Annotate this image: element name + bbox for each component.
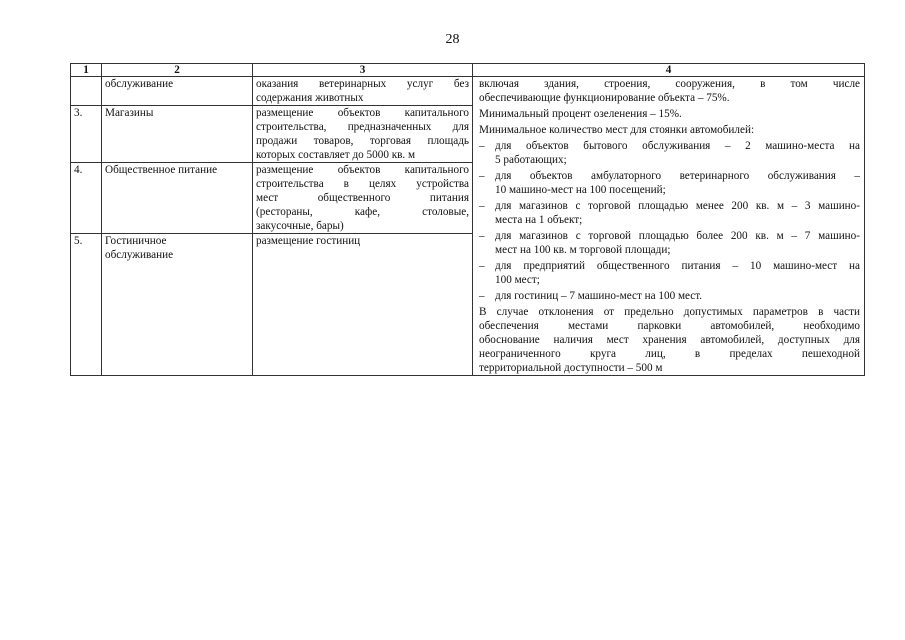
row-name: Магазины	[102, 106, 253, 163]
row-name-line: обслуживание	[105, 249, 174, 261]
row-description	[253, 106, 473, 163]
row-name-line: Гостиничное	[105, 235, 167, 247]
dash-marker: –	[479, 290, 485, 302]
column-header-4: 4	[473, 64, 865, 77]
list-item-line: для объектов амбулаторного ветеринарного обслуживания –	[495, 170, 860, 182]
dash-marker: –	[479, 140, 485, 152]
dash-marker: –	[479, 170, 485, 182]
description-line: которых составляет до 5000 кв. м	[256, 149, 416, 161]
list-item-line: места на 1 объект;	[495, 214, 583, 226]
row-number: 5.	[71, 234, 102, 376]
dash-marker: –	[479, 230, 485, 242]
list-item-line: 100 мест;	[495, 274, 540, 286]
description-line: строительства, предназначенных для	[256, 121, 469, 133]
row-description	[253, 77, 473, 106]
deviation-line: территориальной доступности – 500 м	[479, 362, 663, 374]
description-line: строительства в целях устройства	[256, 178, 469, 190]
list-item	[479, 229, 860, 257]
dash-marker: –	[479, 200, 485, 212]
list-item	[479, 199, 860, 227]
list-item-line: для гостиниц – 7 машино-мест на 100 мест.	[495, 290, 703, 302]
list-item	[479, 289, 860, 303]
list-item	[479, 139, 860, 167]
row-number: 4.	[71, 163, 102, 234]
description-line: оказания ветеринарных услуг без	[256, 78, 469, 90]
column-header-2: 2	[102, 64, 253, 77]
row-name: обслуживание	[102, 77, 253, 106]
deviation-line: В случае отклонения от предельно допустимых параметров в части	[479, 306, 860, 318]
row-number: 3.	[71, 106, 102, 163]
description-line: мест общественного питания	[256, 192, 469, 204]
description-line: размещение объектов капитального	[256, 164, 469, 176]
table-row	[71, 77, 865, 106]
row-number	[71, 77, 102, 106]
list-item-line: для предприятий общественного питания – 10 машино-мест на	[495, 260, 860, 272]
page-number: 28	[445, 32, 460, 47]
intro-line: обеспечивающие функционирование объекта – 75%.	[479, 92, 730, 104]
deviation-line: обеспечения местами парковки автомобилей, необходимо	[479, 320, 860, 332]
description-line: продажи товаров, торговая площадь	[256, 135, 469, 147]
row-name: Общественное питание	[102, 163, 253, 234]
list-item-line: 10 машино-мест на 100 посещений;	[495, 184, 666, 196]
row-name	[102, 234, 253, 376]
parking-heading: Минимальное количество мест для стоянки автомобилей:	[479, 124, 755, 136]
list-item	[479, 169, 860, 197]
table-header-row	[71, 64, 865, 77]
description-line: размещение объектов капитального	[256, 107, 469, 119]
greening-text: Минимальный процент озеленения – 15%.	[479, 108, 682, 120]
description-line: закусочные, бары)	[256, 220, 344, 232]
description-line: содержания животных	[256, 92, 364, 104]
list-item-line: 5 работающих;	[495, 154, 567, 166]
list-item	[479, 259, 860, 287]
intro-line: включая здания, строения, сооружения, в том числе	[479, 78, 860, 90]
description-line: (рестораны, кафе, столовые,	[256, 206, 469, 218]
parameters-cell	[473, 77, 865, 376]
column-header-3: 3	[253, 64, 473, 77]
dash-marker: –	[479, 260, 485, 272]
row-description	[253, 163, 473, 234]
deviation-line: неограниченного круга лиц, в пределах пешеходной	[479, 348, 860, 360]
requirements-table	[70, 63, 865, 376]
list-item-line: мест на 100 кв. м торговой площади;	[495, 244, 671, 256]
deviation-line: обоснование наличия мест хранения автомобилей, доступных для	[479, 334, 860, 346]
row-description	[253, 234, 473, 376]
list-item-line: для магазинов с торговой площадью более 200 кв. м – 7 машино-	[495, 230, 860, 242]
list-item-line: для объектов бытового обслуживания – 2 машино-места на	[495, 140, 860, 152]
list-item-line: для магазинов с торговой площадью менее 200 кв. м – 3 машино-	[495, 200, 860, 212]
description-line: размещение гостиниц	[256, 235, 361, 247]
column-header-1: 1	[71, 64, 102, 77]
